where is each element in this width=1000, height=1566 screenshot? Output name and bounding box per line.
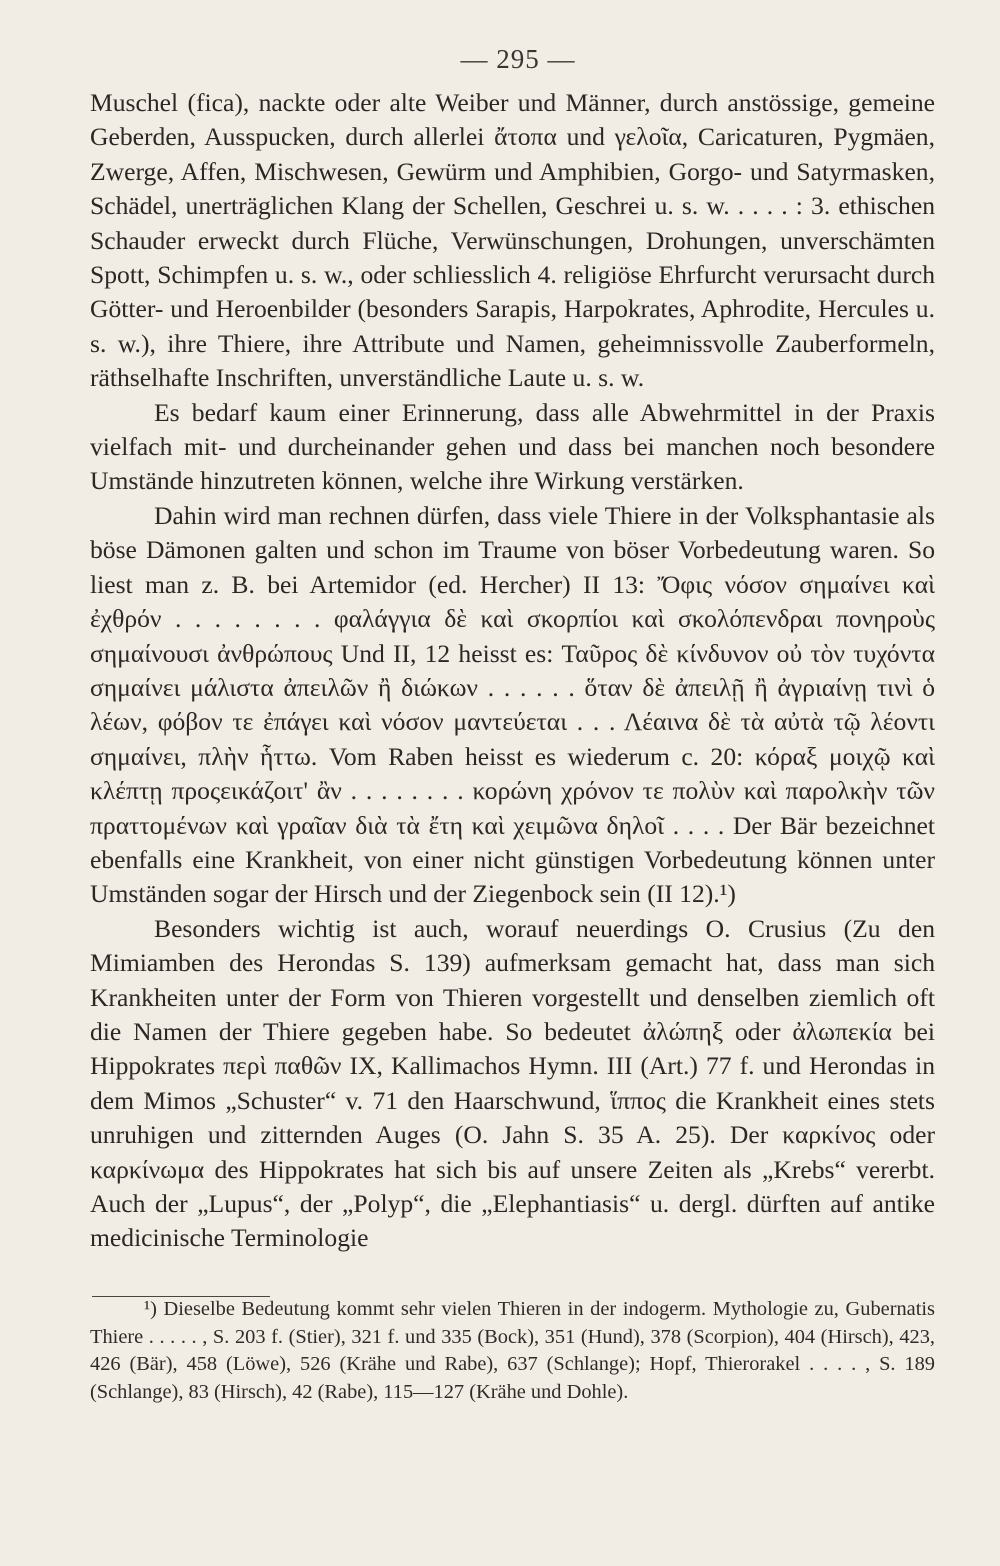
page-number: — 295 —	[460, 44, 576, 74]
paragraph: Muschel (fica), nackte oder alte Weiber und Männer, durch anstössige, gemeine Geberden, Ausspucken, durch allerlei ἄτοπα und γελοῖα, Caricaturen, Pygmäen, Zwerge, Affen, Mischwesen, Gewürm und Amphibien, Gorgo- und Satyrmasken, Schädel, unerträglichen Klang der Schellen, Geschrei u. s. w. . . . . : 3. ethischen Schauder erweckt durch Flüche, Verwünschungen, Drohungen, unverschämten Spott, Schimpfen u. s. w., oder schliesslich 4. religiöse Ehrfurcht verursacht durch Götter- und Heroenbilder (besonders Sarapis, Harpokrates, Aphrodite, Hercules u. s. w.), ihre Thiere, ihre Attribute und Namen, geheimnissvolle Zauberformeln, räthselhafte Inschriften, unverständliche Laute u. s. w.	[90, 88, 935, 393]
footnote: ¹) Dieselbe Bedeutung kommt sehr vielen Thieren in der indogerm. Mythologie zu, Gubernatis Thiere . . . . . , S. 203 f. (Stier), 321 f. und 335 (Bock), 351 (Hund), 378 (Scorpion), 404 (Hirsch), 423, 426 (Bär), 458 (Löwe), 526 (Krähe und Rabe), 637 (Schlange); Hopf, Thierorakel . . . . , S. 189 (Schlange), 83 (Hirsch), 42 (Rabe), 115—127 (Krähe und Dohle).	[90, 1298, 935, 1403]
paragraph: Es bedarf kaum einer Erinnerung, dass alle Abwehrmittel in der Praxis vielfach mit- und durcheinander gehen und dass bei manchen noch besondere Umstände hinzutreten können, welche ihre Wirkung verstärken.	[90, 397, 935, 496]
paragraph: Besonders wichtig ist auch, worauf neuerdings O. Crusius (Zu den Mimiamben des Herondas S. 139) aufmerksam gemacht hat, dass man sich Krankheiten unter der Form von Thieren vorgestellt und denselben ziemlich oft die Namen der Thiere gegeben habe. So bedeutet ἀλώπηξ oder ἀλωπεκία bei Hippokrates περὶ παθῶν IX, Kallimachos Hymn. III (Art.) 77 f. und Herondas in dem Mimos „Schuster“ v. 71 den Haarschwund, ἵππος die Krankheit eines stets unruhigen und zitternden Auges (O. Jahn S. 35 A. 25). Der καρκίνος oder καρκίνωμα des Hippokrates hat sich bis auf unsere Zeiten als „Krebs“ vererbt. Auch der „Lupus“, der „Polyp“, die „Elephantiasis“ u. dergl. dürften auf antike medicinische Terminologie	[90, 913, 935, 1253]
main-text	[90, 86, 935, 1256]
paragraph: Dahin wird man rechnen dürfen, dass viele Thiere in der Volksphantasie als böse Dämonen galten und schon im Traume von böser Vorbedeutung waren. So liest man z. B. bei Artemidor (ed. Hercher) II 13: Ὄφις νόσον σημαίνει καὶ ἐχθρόν . . . . . . . . φαλάγγια δὲ καὶ σκορπίοι καὶ σκολόπενδραι πονηροὺς σημαίνουσι ἀνθρώπους Und II, 12 heisst es: Ταῦρος δὲ κίνδυνον οὐ τὸν τυχόντα σημαίνει μάλιστα ἀπειλῶν ἢ διώκων . . . . . . ὅταν δὲ ἀπειλῇ ἢ ἀγριαίνῃ τινὶ ὁ λέων, φόβον τε ἐπάγει καὶ νόσον μαντεύεται . . . Λέαινα δὲ τὰ αὐτὰ τῷ λέοντι σημαίνει, πλὴν ἧττω. Vom Raben heisst es wiederum c. 20: κόραξ μοιχῷ καὶ κλέπτῃ προςεικάζοιτ' ἂν . . . . . . . . κορώνη χρόνον τε πολὺν καὶ παρολκὴν τῶν πραττομένων καὶ γραῖαν διὰ τὰ ἔτη καὶ χειμῶνα δηλοῖ . . . . Der Bär bezeichnet ebenfalls eine Krankheit, von einer nicht günstigen Vorbedeutung können unter Umständen sogar der Hirsch und der Ziegenbock sein (II 12).¹)	[90, 500, 935, 909]
footnotes	[90, 1296, 935, 1406]
